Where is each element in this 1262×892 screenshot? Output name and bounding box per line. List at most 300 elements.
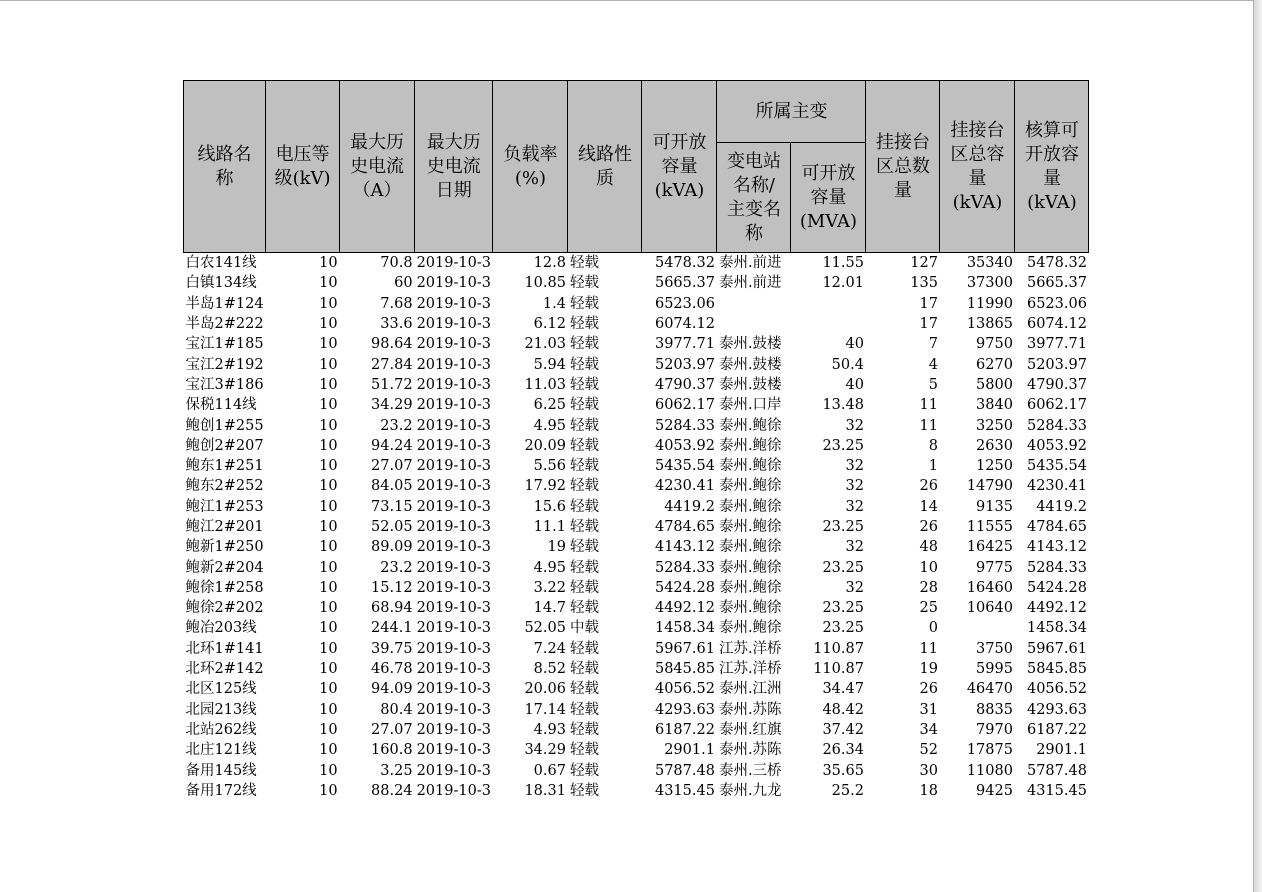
cell-line-name: 半岛2#222 bbox=[185, 316, 264, 333]
cell-voltage: 10 bbox=[319, 336, 338, 353]
cell-substation-name: 江苏.洋桥 bbox=[718, 640, 782, 657]
cell-max-current: 3.25 bbox=[380, 762, 413, 779]
cell-load-rate: 19 bbox=[547, 539, 566, 556]
cell-line-nature: 轻载 bbox=[569, 498, 599, 515]
cell-calc-open-capacity: 5967.61 bbox=[1026, 640, 1087, 657]
header-open-capacity: 可开放 容量 (kVA) bbox=[642, 81, 717, 253]
cell-line-name: 宝江2#192 bbox=[185, 356, 264, 373]
cell-substation-name: 泰州.口岸 bbox=[718, 397, 782, 414]
cell-substation-name: 泰州.九龙 bbox=[718, 782, 782, 799]
cell-max-current-date: 2019-10-3 bbox=[416, 397, 491, 414]
cell-area-capacity: 17875 bbox=[966, 742, 1013, 759]
cell-area-capacity: 16460 bbox=[966, 579, 1013, 596]
cell-line-nature: 轻载 bbox=[569, 316, 599, 333]
cell-line-nature: 轻载 bbox=[569, 437, 599, 454]
header-area-capacity: 挂接台 区总容 量 (kVA) bbox=[940, 81, 1015, 253]
cell-area-count: 11 bbox=[919, 640, 938, 657]
table-row bbox=[184, 537, 1089, 557]
cell-area-capacity: 6270 bbox=[976, 356, 1013, 373]
cell-line-nature: 轻载 bbox=[569, 539, 599, 556]
cell-area-capacity: 9750 bbox=[976, 336, 1013, 353]
header-calc-open-capacity: 核算可 开放容 量 (kVA) bbox=[1015, 81, 1089, 253]
cell-area-capacity: 3750 bbox=[976, 640, 1013, 657]
cell-max-current: 46.78 bbox=[371, 661, 413, 678]
cell-line-name: 鲍江2#201 bbox=[185, 519, 264, 535]
cell-open-capacity: 4492.12 bbox=[654, 600, 715, 617]
table-row bbox=[184, 659, 1089, 679]
cell-line-name: 鲍创1#255 bbox=[185, 417, 264, 434]
cell-max-current: 88.24 bbox=[371, 782, 413, 799]
table-row bbox=[184, 517, 1089, 537]
cell-line-nature: 轻载 bbox=[569, 600, 599, 617]
cell-line-name: 北庄121线 bbox=[185, 742, 257, 759]
cell-substation-name: 泰州.红旗 bbox=[718, 721, 782, 738]
cell-max-current: 33.6 bbox=[380, 316, 413, 333]
cell-open-capacity: 6062.17 bbox=[654, 397, 715, 414]
page-edge-shadow bbox=[1254, 0, 1262, 892]
cell-substation-name: 泰州.鲍徐 bbox=[718, 519, 782, 535]
cell-max-current-date: 2019-10-3 bbox=[416, 417, 491, 434]
cell-max-current: 27.07 bbox=[371, 721, 413, 738]
cell-calc-open-capacity: 6074.12 bbox=[1026, 316, 1087, 333]
cell-calc-open-capacity: 4492.12 bbox=[1026, 600, 1087, 617]
cell-line-nature: 轻载 bbox=[569, 397, 599, 414]
cell-line-nature: 轻载 bbox=[569, 275, 599, 292]
cell-line-nature: 轻载 bbox=[569, 417, 599, 434]
header-main-transformer: 所属主变 bbox=[717, 81, 866, 143]
cell-open-capacity: 3977.71 bbox=[654, 336, 715, 353]
cell-voltage: 10 bbox=[319, 579, 338, 596]
cell-line-name: 鲍创2#207 bbox=[185, 437, 264, 454]
cell-line-nature: 轻载 bbox=[569, 681, 599, 698]
cell-substation-name: 泰州.三桥 bbox=[718, 762, 782, 779]
cell-line-name: 保税114线 bbox=[185, 397, 257, 414]
cell-calc-open-capacity: 4790.37 bbox=[1026, 376, 1087, 393]
cell-load-rate: 4.93 bbox=[533, 721, 566, 738]
cell-substation-name: 泰州.鲍徐 bbox=[718, 478, 782, 495]
cell-line-nature: 轻载 bbox=[569, 376, 599, 393]
cell-substation-name: 泰州.苏陈 bbox=[718, 742, 782, 759]
cell-area-capacity: 46470 bbox=[966, 681, 1013, 698]
table-body bbox=[184, 253, 1089, 802]
cell-line-name: 白镇134线 bbox=[185, 275, 257, 292]
cell-area-count: 14 bbox=[919, 498, 938, 515]
cell-max-current: 70.8 bbox=[380, 255, 413, 272]
table-row bbox=[184, 436, 1089, 456]
cell-area-capacity: 1250 bbox=[976, 458, 1013, 475]
cell-mt-open-capacity: 48.42 bbox=[822, 701, 864, 718]
cell-voltage: 10 bbox=[319, 559, 338, 576]
cell-area-count: 26 bbox=[919, 681, 938, 698]
cell-calc-open-capacity: 4419.2 bbox=[1036, 498, 1087, 515]
cell-area-capacity: 9425 bbox=[976, 782, 1013, 799]
cell-area-capacity: 8835 bbox=[976, 701, 1013, 718]
cell-calc-open-capacity: 5787.48 bbox=[1026, 762, 1087, 779]
cell-line-nature: 轻载 bbox=[569, 742, 599, 759]
cell-load-rate: 4.95 bbox=[533, 417, 566, 434]
cell-calc-open-capacity: 4056.52 bbox=[1026, 681, 1087, 698]
cell-mt-open-capacity: 32 bbox=[845, 539, 864, 556]
cell-line-nature: 轻载 bbox=[569, 661, 599, 678]
cell-max-current: 73.15 bbox=[371, 498, 413, 515]
cell-mt-open-capacity: 23.25 bbox=[822, 559, 864, 576]
cell-mt-open-capacity: 32 bbox=[845, 579, 864, 596]
table-row bbox=[184, 375, 1089, 395]
cell-mt-open-capacity: 37.42 bbox=[822, 721, 864, 738]
cell-mt-open-capacity: 11.55 bbox=[822, 255, 864, 272]
cell-line-name: 北区125线 bbox=[185, 681, 257, 698]
cell-calc-open-capacity: 6523.06 bbox=[1026, 295, 1087, 312]
cell-max-current-date: 2019-10-3 bbox=[416, 478, 491, 495]
cell-open-capacity: 5787.48 bbox=[654, 762, 715, 779]
cell-substation-name: 泰州.鲍徐 bbox=[718, 458, 782, 475]
cell-load-rate: 15.6 bbox=[533, 498, 566, 515]
cell-mt-open-capacity bbox=[791, 314, 866, 334]
cell-substation-name: 泰州.前进 bbox=[718, 275, 782, 292]
cell-voltage: 10 bbox=[319, 397, 338, 414]
cell-load-rate: 10.85 bbox=[524, 275, 566, 292]
cell-open-capacity: 4315.45 bbox=[654, 782, 715, 799]
cell-load-rate: 17.14 bbox=[524, 701, 566, 718]
cell-calc-open-capacity: 5284.33 bbox=[1026, 417, 1087, 434]
cell-mt-open-capacity: 110.87 bbox=[813, 640, 864, 657]
cell-max-current-date: 2019-10-3 bbox=[416, 295, 491, 312]
cell-area-capacity: 3250 bbox=[976, 417, 1013, 434]
cell-line-name: 北环2#142 bbox=[185, 661, 264, 678]
cell-substation-name: 泰州.鼓楼 bbox=[718, 356, 782, 373]
table-row bbox=[184, 415, 1089, 435]
cell-open-capacity: 5478.32 bbox=[654, 255, 715, 272]
cell-substation-name: 江苏.洋桥 bbox=[718, 661, 782, 678]
cell-max-current-date: 2019-10-3 bbox=[416, 498, 491, 515]
cell-substation-name: 泰州.江洲 bbox=[718, 681, 782, 698]
cell-substation-name: 泰州.鼓楼 bbox=[718, 376, 782, 393]
cell-mt-open-capacity: 25.2 bbox=[831, 782, 864, 799]
cell-max-current: 244.1 bbox=[371, 620, 413, 637]
cell-line-nature: 轻载 bbox=[569, 519, 599, 535]
cell-line-name: 鲍江1#253 bbox=[185, 498, 264, 515]
header-voltage: 电压等 级(kV) bbox=[266, 81, 340, 253]
cell-open-capacity: 4784.65 bbox=[654, 519, 715, 535]
cell-mt-open-capacity: 23.25 bbox=[822, 437, 864, 454]
cell-max-current-date: 2019-10-3 bbox=[416, 721, 491, 738]
cell-open-capacity: 1458.34 bbox=[654, 620, 715, 637]
cell-max-current: 89.09 bbox=[371, 539, 413, 556]
table-row bbox=[184, 253, 1089, 274]
header-mt-open-capacity: 可开放 容量 (MVA) bbox=[791, 143, 866, 253]
cell-calc-open-capacity: 5845.85 bbox=[1026, 661, 1087, 678]
cell-area-count: 48 bbox=[919, 539, 938, 556]
cell-area-count: 7 bbox=[928, 336, 938, 353]
header-line-name: 线路名 称 bbox=[184, 81, 266, 253]
cell-calc-open-capacity: 4143.12 bbox=[1026, 539, 1087, 556]
cell-area-count: 52 bbox=[919, 742, 938, 759]
cell-area-count: 26 bbox=[919, 519, 938, 535]
cell-load-rate: 3.22 bbox=[533, 579, 566, 596]
cell-max-current-date: 2019-10-3 bbox=[416, 539, 491, 556]
cell-calc-open-capacity: 5435.54 bbox=[1026, 458, 1087, 475]
table-row bbox=[184, 557, 1089, 577]
cell-substation-name: 泰州.鲍徐 bbox=[718, 600, 782, 617]
table-row bbox=[184, 294, 1089, 314]
cell-calc-open-capacity: 5478.32 bbox=[1026, 255, 1087, 272]
cell-max-current-date: 2019-10-3 bbox=[416, 316, 491, 333]
cell-open-capacity: 5284.33 bbox=[654, 559, 715, 576]
cell-load-rate: 11.03 bbox=[524, 376, 566, 393]
cell-max-current: 84.05 bbox=[371, 478, 413, 495]
cell-voltage: 10 bbox=[319, 376, 338, 393]
cell-max-current: 52.05 bbox=[371, 519, 413, 535]
cell-substation-name: 泰州.苏陈 bbox=[718, 701, 782, 718]
cell-load-rate: 20.06 bbox=[524, 681, 566, 698]
cell-line-nature: 轻载 bbox=[569, 356, 599, 373]
cell-mt-open-capacity: 32 bbox=[845, 417, 864, 434]
cell-line-name: 鲍东2#252 bbox=[185, 478, 264, 495]
cell-load-rate: 20.09 bbox=[524, 437, 566, 454]
cell-line-name: 北站262线 bbox=[185, 721, 257, 738]
cell-max-current: 39.75 bbox=[371, 640, 413, 657]
cell-area-capacity: 13865 bbox=[966, 316, 1013, 333]
header-load-rate: 负载率 (%) bbox=[493, 81, 568, 253]
cell-area-capacity: 5995 bbox=[976, 661, 1013, 678]
cell-area-capacity: 11555 bbox=[966, 519, 1013, 535]
cell-line-name: 备用172线 bbox=[185, 782, 257, 799]
cell-max-current-date: 2019-10-3 bbox=[416, 782, 491, 799]
cell-mt-open-capacity: 34.47 bbox=[822, 681, 864, 698]
cell-line-name: 鲍新2#204 bbox=[185, 559, 264, 576]
cell-voltage: 10 bbox=[319, 701, 338, 718]
cell-line-nature: 轻载 bbox=[569, 295, 599, 312]
cell-voltage: 10 bbox=[319, 275, 338, 292]
cell-max-current: 34.29 bbox=[371, 397, 413, 414]
cell-area-capacity: 3840 bbox=[976, 397, 1013, 414]
cell-line-name: 鲍徐1#258 bbox=[185, 579, 264, 596]
cell-line-name: 鲍冶203线 bbox=[185, 620, 257, 637]
cell-voltage: 10 bbox=[319, 417, 338, 434]
cell-line-nature: 中载 bbox=[569, 620, 599, 637]
cell-area-count: 26 bbox=[919, 478, 938, 495]
table-row bbox=[184, 354, 1089, 374]
cell-mt-open-capacity bbox=[791, 294, 866, 314]
cell-calc-open-capacity: 5424.28 bbox=[1026, 579, 1087, 596]
cell-max-current: 60 bbox=[394, 275, 413, 292]
cell-area-capacity: 14790 bbox=[966, 478, 1013, 495]
cell-open-capacity: 6523.06 bbox=[654, 295, 715, 312]
cell-line-name: 备用145线 bbox=[185, 762, 257, 779]
cell-voltage: 10 bbox=[319, 721, 338, 738]
cell-line-nature: 轻载 bbox=[569, 559, 599, 576]
cell-area-capacity: 9775 bbox=[976, 559, 1013, 576]
cell-max-current: 51.72 bbox=[371, 376, 413, 393]
header-substation-name: 变电站 名称/ 主变名 称 bbox=[717, 143, 791, 253]
cell-mt-open-capacity: 32 bbox=[845, 498, 864, 515]
cell-open-capacity: 4143.12 bbox=[654, 539, 715, 556]
cell-load-rate: 21.03 bbox=[524, 336, 566, 353]
cell-voltage: 10 bbox=[319, 255, 338, 272]
table-row bbox=[184, 618, 1089, 638]
cell-voltage: 10 bbox=[319, 316, 338, 333]
cell-open-capacity: 5424.28 bbox=[654, 579, 715, 596]
cell-line-name: 北园213线 bbox=[185, 701, 257, 718]
cell-area-count: 17 bbox=[919, 316, 938, 333]
table-row bbox=[184, 314, 1089, 334]
cell-max-current: 94.24 bbox=[371, 437, 413, 454]
cell-load-rate: 6.25 bbox=[533, 397, 566, 414]
cell-substation-name: 泰州.鼓楼 bbox=[718, 336, 782, 353]
cell-calc-open-capacity: 4230.41 bbox=[1026, 478, 1087, 495]
table-row bbox=[184, 456, 1089, 476]
cell-line-nature: 轻载 bbox=[569, 458, 599, 475]
cell-mt-open-capacity: 110.87 bbox=[813, 661, 864, 678]
cell-area-count: 11 bbox=[919, 397, 938, 414]
cell-voltage: 10 bbox=[319, 356, 338, 373]
cell-line-nature: 轻载 bbox=[569, 782, 599, 799]
cell-open-capacity: 5665.37 bbox=[654, 275, 715, 292]
capacity-table bbox=[183, 80, 1089, 801]
cell-line-name: 鲍东1#251 bbox=[185, 458, 264, 475]
cell-area-count: 127 bbox=[910, 255, 938, 272]
cell-mt-open-capacity: 35.65 bbox=[822, 762, 864, 779]
cell-load-rate: 12.8 bbox=[533, 255, 566, 272]
cell-open-capacity: 5203.97 bbox=[654, 356, 715, 373]
cell-line-nature: 轻载 bbox=[569, 701, 599, 718]
cell-line-name: 宝江3#186 bbox=[185, 376, 264, 393]
cell-line-name: 北环1#141 bbox=[185, 640, 264, 657]
cell-calc-open-capacity: 1458.34 bbox=[1026, 620, 1087, 637]
header-max-current: 最大历 史电流 （A） bbox=[340, 81, 415, 253]
cell-line-nature: 轻载 bbox=[569, 721, 599, 738]
table-row bbox=[184, 334, 1089, 354]
cell-max-current-date: 2019-10-3 bbox=[416, 458, 491, 475]
cell-voltage: 10 bbox=[319, 600, 338, 617]
cell-area-capacity: 9135 bbox=[976, 498, 1013, 515]
cell-max-current-date: 2019-10-3 bbox=[416, 620, 491, 637]
cell-calc-open-capacity: 2901.1 bbox=[1036, 742, 1087, 759]
cell-max-current: 23.2 bbox=[380, 559, 413, 576]
cell-area-count: 4 bbox=[928, 356, 938, 373]
cell-voltage: 10 bbox=[319, 782, 338, 799]
cell-area-count: 28 bbox=[919, 579, 938, 596]
cell-open-capacity: 4230.41 bbox=[654, 478, 715, 495]
cell-max-current-date: 2019-10-3 bbox=[416, 519, 491, 535]
cell-area-count: 10 bbox=[919, 559, 938, 576]
cell-voltage: 10 bbox=[319, 478, 338, 495]
cell-load-rate: 4.95 bbox=[533, 559, 566, 576]
cell-voltage: 10 bbox=[319, 681, 338, 698]
cell-open-capacity: 2901.1 bbox=[664, 742, 715, 759]
cell-calc-open-capacity: 4315.45 bbox=[1026, 782, 1087, 799]
cell-max-current: 27.84 bbox=[371, 356, 413, 373]
cell-mt-open-capacity: 40 bbox=[845, 336, 864, 353]
cell-substation-name: 泰州.鲍徐 bbox=[718, 579, 782, 596]
cell-open-capacity: 6074.12 bbox=[654, 316, 715, 333]
cell-line-nature: 轻载 bbox=[569, 336, 599, 353]
table-row bbox=[184, 740, 1089, 760]
cell-line-name: 白农141线 bbox=[185, 255, 257, 272]
cell-load-rate: 11.1 bbox=[533, 519, 566, 535]
cell-area-count: 19 bbox=[919, 661, 938, 678]
cell-line-name: 鲍徐2#202 bbox=[185, 600, 264, 617]
cell-load-rate: 52.05 bbox=[524, 620, 566, 637]
cell-max-current-date: 2019-10-3 bbox=[416, 356, 491, 373]
cell-mt-open-capacity: 32 bbox=[845, 478, 864, 495]
cell-area-capacity: 37300 bbox=[966, 275, 1013, 292]
cell-voltage: 10 bbox=[319, 661, 338, 678]
cell-mt-open-capacity: 13.48 bbox=[822, 397, 864, 414]
cell-max-current-date: 2019-10-3 bbox=[416, 640, 491, 657]
cell-mt-open-capacity: 32 bbox=[845, 458, 864, 475]
cell-voltage: 10 bbox=[319, 295, 338, 312]
cell-open-capacity: 5435.54 bbox=[654, 458, 715, 475]
cell-load-rate: 0.67 bbox=[533, 762, 566, 779]
cell-max-current-date: 2019-10-3 bbox=[416, 376, 491, 393]
cell-max-current-date: 2019-10-3 bbox=[416, 336, 491, 353]
cell-line-name: 鲍新1#250 bbox=[185, 539, 264, 556]
cell-substation-name: 泰州.前进 bbox=[718, 255, 782, 272]
cell-calc-open-capacity: 4053.92 bbox=[1026, 437, 1087, 454]
cell-max-current-date: 2019-10-3 bbox=[416, 661, 491, 678]
cell-voltage: 10 bbox=[319, 519, 338, 535]
cell-area-count: 1 bbox=[928, 458, 938, 475]
cell-substation-name: 泰州.鲍徐 bbox=[718, 417, 782, 434]
table-row bbox=[184, 639, 1089, 659]
cell-calc-open-capacity: 6187.22 bbox=[1026, 721, 1087, 738]
cell-max-current: 80.4 bbox=[380, 701, 413, 718]
cell-mt-open-capacity: 12.01 bbox=[822, 275, 864, 292]
cell-load-rate: 5.94 bbox=[533, 356, 566, 373]
cell-voltage: 10 bbox=[319, 762, 338, 779]
cell-open-capacity: 4419.2 bbox=[664, 498, 715, 515]
cell-open-capacity: 4790.37 bbox=[654, 376, 715, 393]
cell-area-capacity: 2630 bbox=[976, 437, 1013, 454]
cell-open-capacity: 4293.63 bbox=[654, 701, 715, 718]
cell-load-rate: 18.31 bbox=[524, 782, 566, 799]
cell-line-name: 宝江1#185 bbox=[185, 336, 264, 353]
cell-max-current: 27.07 bbox=[371, 458, 413, 475]
cell-area-count: 135 bbox=[910, 275, 938, 292]
cell-open-capacity: 6187.22 bbox=[654, 721, 715, 738]
cell-area-capacity: 11990 bbox=[966, 295, 1013, 312]
cell-max-current: 160.8 bbox=[371, 742, 413, 759]
cell-max-current: 15.12 bbox=[371, 579, 413, 596]
cell-max-current: 94.09 bbox=[371, 681, 413, 698]
cell-open-capacity: 5284.33 bbox=[654, 417, 715, 434]
cell-voltage: 10 bbox=[319, 437, 338, 454]
cell-max-current: 68.94 bbox=[371, 600, 413, 617]
cell-area-capacity: 7970 bbox=[976, 721, 1013, 738]
cell-line-nature: 轻载 bbox=[569, 640, 599, 657]
cell-calc-open-capacity: 5203.97 bbox=[1026, 356, 1087, 373]
cell-max-current-date: 2019-10-3 bbox=[416, 742, 491, 759]
cell-area-capacity: 16425 bbox=[966, 539, 1013, 556]
cell-max-current-date: 2019-10-3 bbox=[416, 255, 491, 272]
header-max-current-date: 最大历 史电流 日期 bbox=[415, 81, 493, 253]
header-line-nature: 线路性 质 bbox=[568, 81, 642, 253]
cell-max-current-date: 2019-10-3 bbox=[416, 681, 491, 698]
table-row bbox=[184, 679, 1089, 699]
cell-max-current-date: 2019-10-3 bbox=[416, 579, 491, 596]
cell-line-nature: 轻载 bbox=[569, 255, 599, 272]
table-row bbox=[184, 273, 1089, 293]
cell-calc-open-capacity: 4293.63 bbox=[1026, 701, 1087, 718]
cell-mt-open-capacity: 26.34 bbox=[822, 742, 864, 759]
cell-area-capacity: 5800 bbox=[976, 376, 1013, 393]
cell-max-current-date: 2019-10-3 bbox=[416, 275, 491, 292]
cell-voltage: 10 bbox=[319, 640, 338, 657]
cell-substation-name: 泰州.鲍徐 bbox=[718, 559, 782, 576]
cell-calc-open-capacity: 3977.71 bbox=[1026, 336, 1087, 353]
cell-max-current-date: 2019-10-3 bbox=[416, 762, 491, 779]
